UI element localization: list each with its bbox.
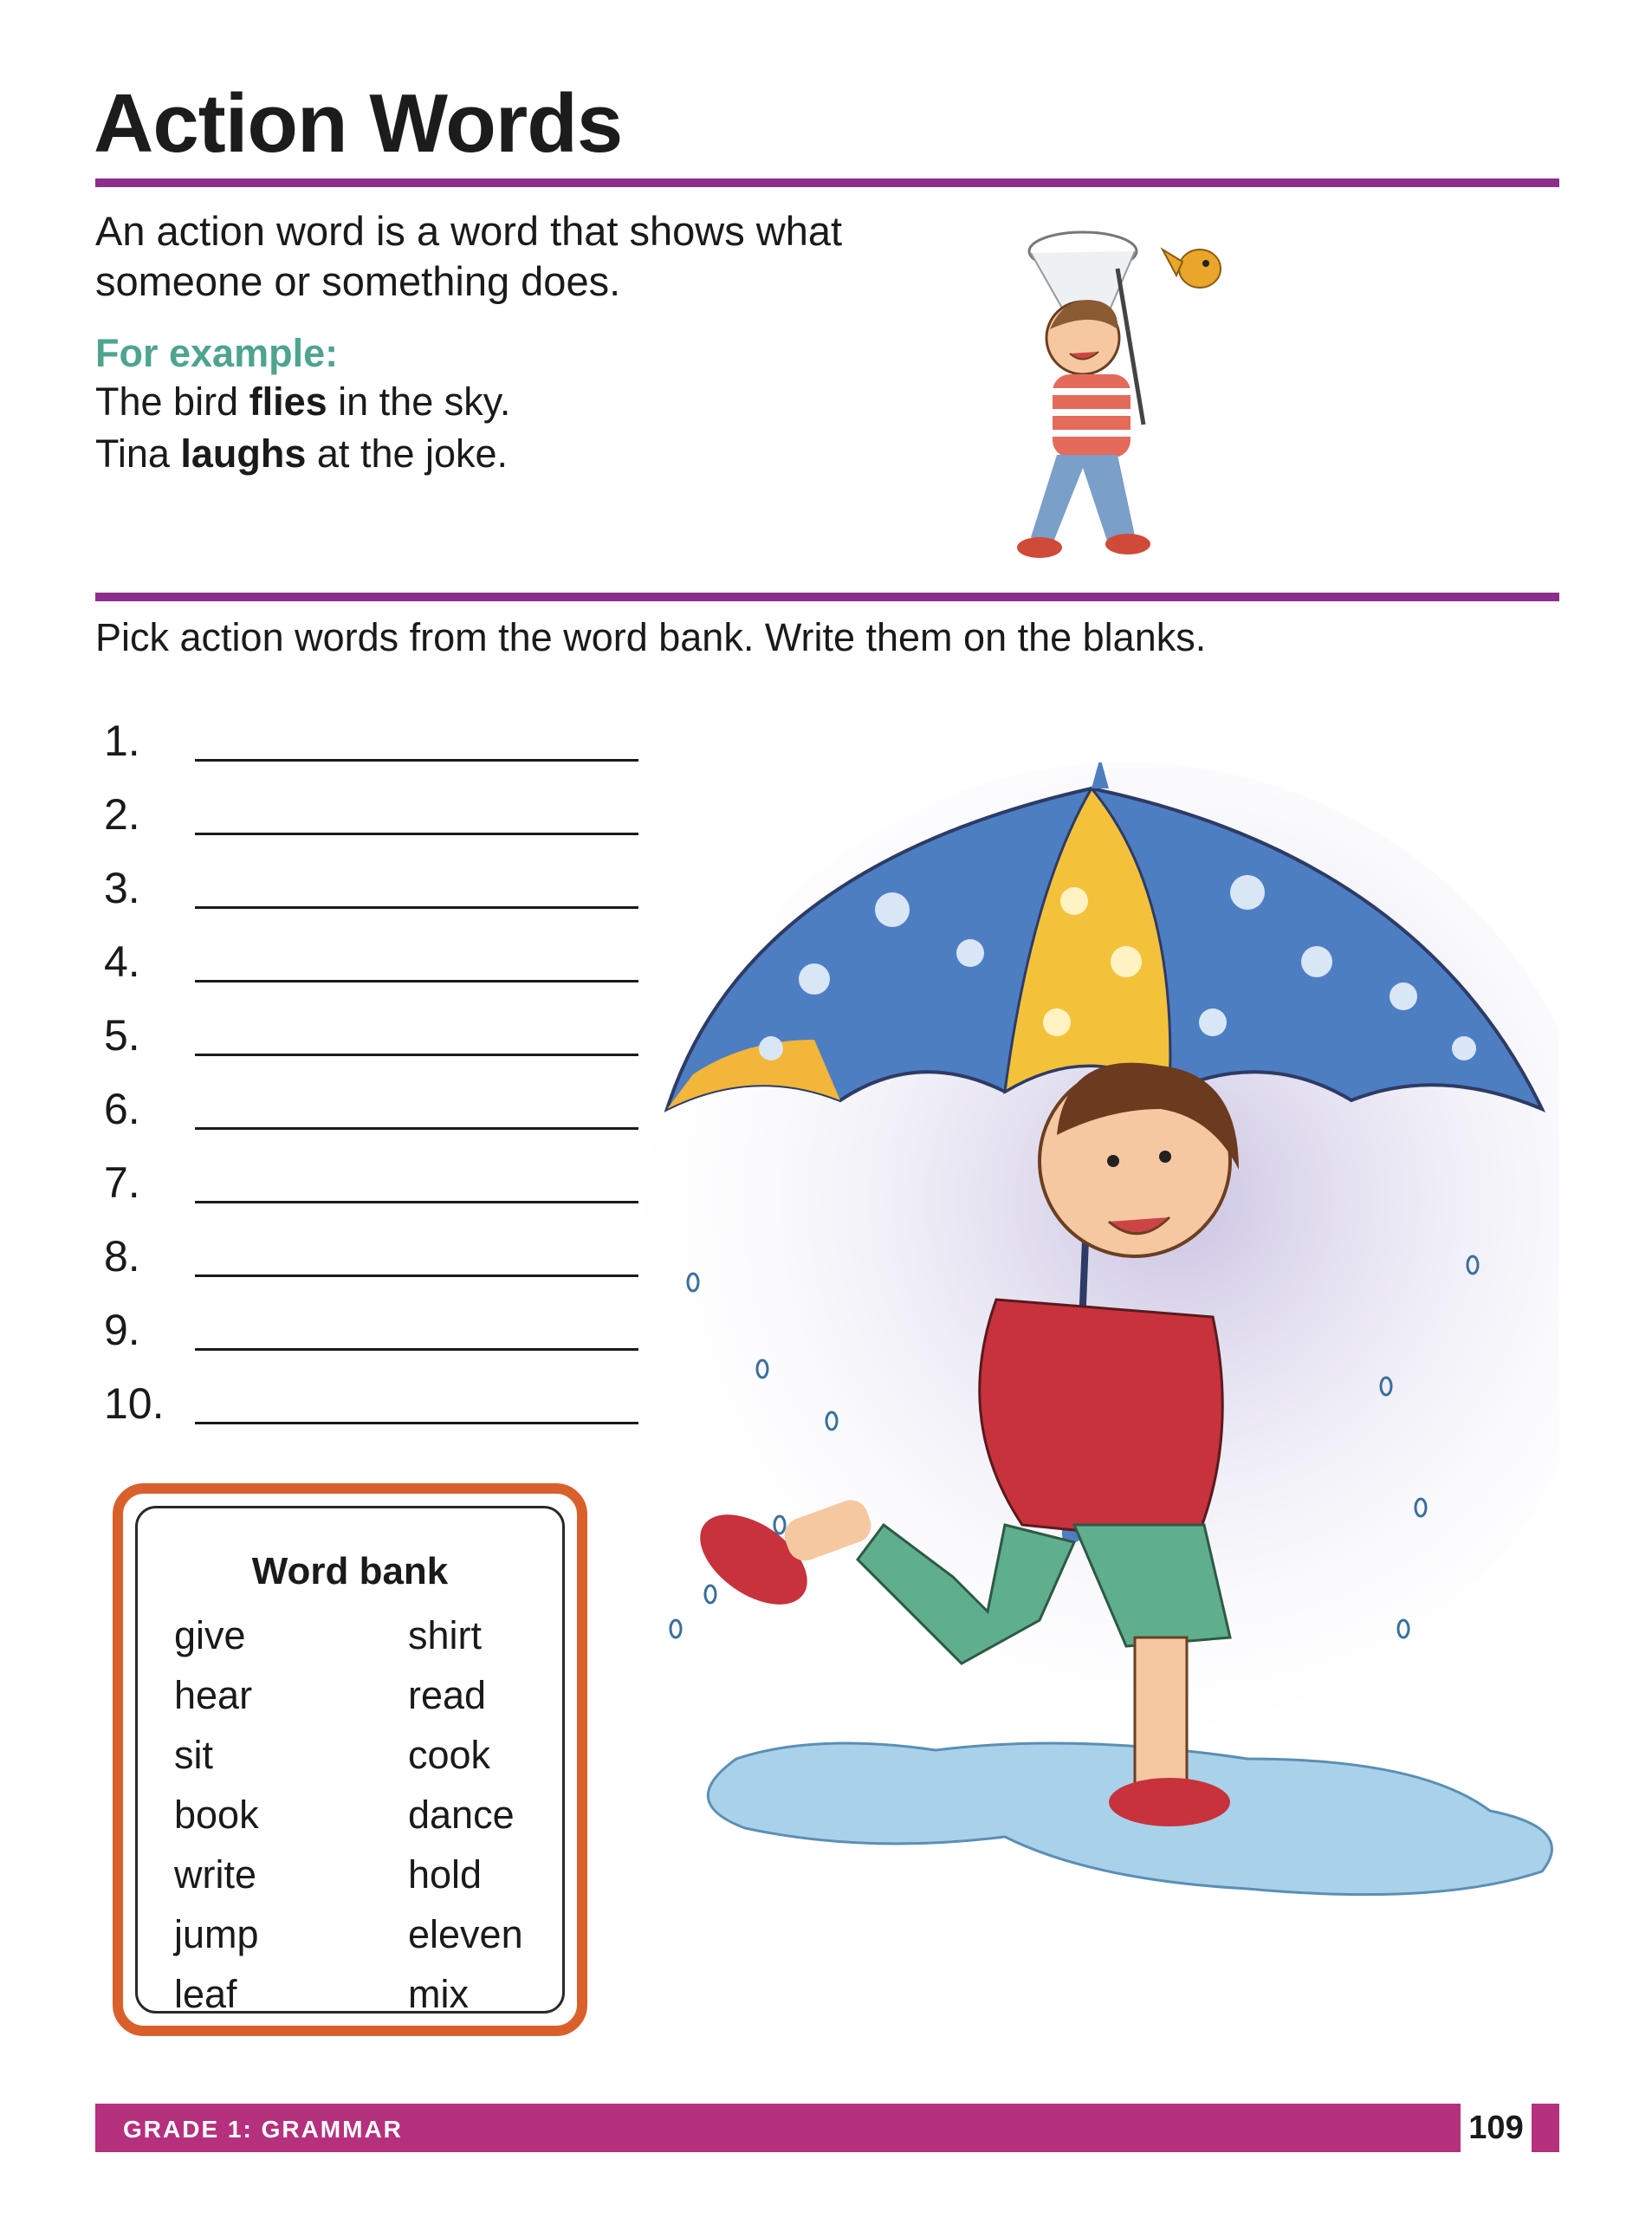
example-sentence: The bird flies in the sky. [95, 379, 511, 424]
blank-number: 9. [104, 1306, 140, 1354]
instructions-text: Pick action words from the word bank. Write them on the blanks. [95, 615, 1207, 659]
blank-number: 8. [104, 1232, 140, 1281]
answer-blank[interactable] [104, 1010, 641, 1071]
blank-number: 2. [104, 790, 140, 839]
footer-label: GRADE 1: GRAMMAR [123, 2116, 403, 2143]
answer-blank[interactable] [104, 937, 641, 997]
word-bank-word: dance [408, 1793, 515, 1837]
word-bank-column-left [174, 1605, 259, 2024]
answer-line[interactable] [195, 1274, 638, 1277]
answer-blank[interactable] [104, 1378, 641, 1439]
boy-with-net-illustration [970, 208, 1230, 589]
answer-blank[interactable] [104, 716, 641, 776]
definition-text: An action word is a word that shows what someone or something does. [95, 208, 843, 304]
word-bank-title: Word bank [251, 1550, 449, 1592]
answer-line[interactable] [195, 1348, 638, 1351]
word-bank-word: sit [174, 1733, 213, 1777]
blank-number: 5. [104, 1011, 140, 1060]
answer-blank[interactable] [104, 1158, 641, 1218]
blank-number: 4. [104, 937, 140, 986]
boy-with-umbrella-illustration [641, 762, 1559, 1993]
blank-number: 6. [104, 1085, 140, 1133]
word-bank-column-right [408, 1605, 523, 2024]
answer-blank[interactable] [104, 863, 641, 924]
word-bank-word: read [408, 1673, 487, 1717]
word-bank-word: mix [408, 1972, 469, 2016]
answer-blank[interactable] [104, 1305, 641, 1365]
word-bank-word: jump [174, 1912, 259, 1956]
word-bank-word: eleven [408, 1912, 523, 1956]
answer-blank[interactable] [104, 789, 641, 850]
page-title: Action Words [94, 77, 623, 170]
word-bank-word: write [174, 1852, 257, 1897]
answer-line[interactable] [195, 833, 638, 835]
example-heading: For example: [95, 331, 339, 375]
word-bank-word: leaf [174, 1972, 237, 2016]
answer-line[interactable] [195, 1422, 638, 1424]
answer-line[interactable] [195, 1054, 638, 1056]
word-bank-word: cook [408, 1733, 491, 1777]
blank-number: 7. [104, 1158, 140, 1207]
answer-line[interactable] [195, 759, 638, 762]
action-word: flies [249, 379, 327, 424]
answer-blank[interactable] [104, 1231, 641, 1292]
section-divider [95, 593, 1559, 601]
blank-number: 1. [104, 717, 140, 765]
page-footer [95, 2104, 1559, 2152]
word-bank-word: shirt [408, 1613, 483, 1657]
answer-line[interactable] [195, 1127, 638, 1130]
answer-line[interactable] [195, 1201, 638, 1203]
answer-line[interactable] [195, 980, 638, 983]
bird-icon [1163, 250, 1221, 288]
title-divider [95, 178, 1559, 187]
word-bank-word: give [174, 1613, 246, 1657]
action-word: laughs [180, 431, 307, 476]
word-bank-word: hold [408, 1852, 483, 1897]
blank-number: 10. [104, 1379, 165, 1428]
word-bank-inner-border [135, 1506, 565, 2014]
example-sentence: Tina laughs at the joke. [95, 431, 509, 476]
answer-blank[interactable] [104, 1084, 641, 1145]
page-number: 109 [1457, 2104, 1535, 2152]
word-bank-box [113, 1483, 587, 2036]
answer-line[interactable] [195, 906, 638, 909]
word-bank-word: hear [174, 1673, 253, 1717]
blank-number: 3. [104, 864, 140, 912]
word-bank-word: book [174, 1793, 259, 1837]
